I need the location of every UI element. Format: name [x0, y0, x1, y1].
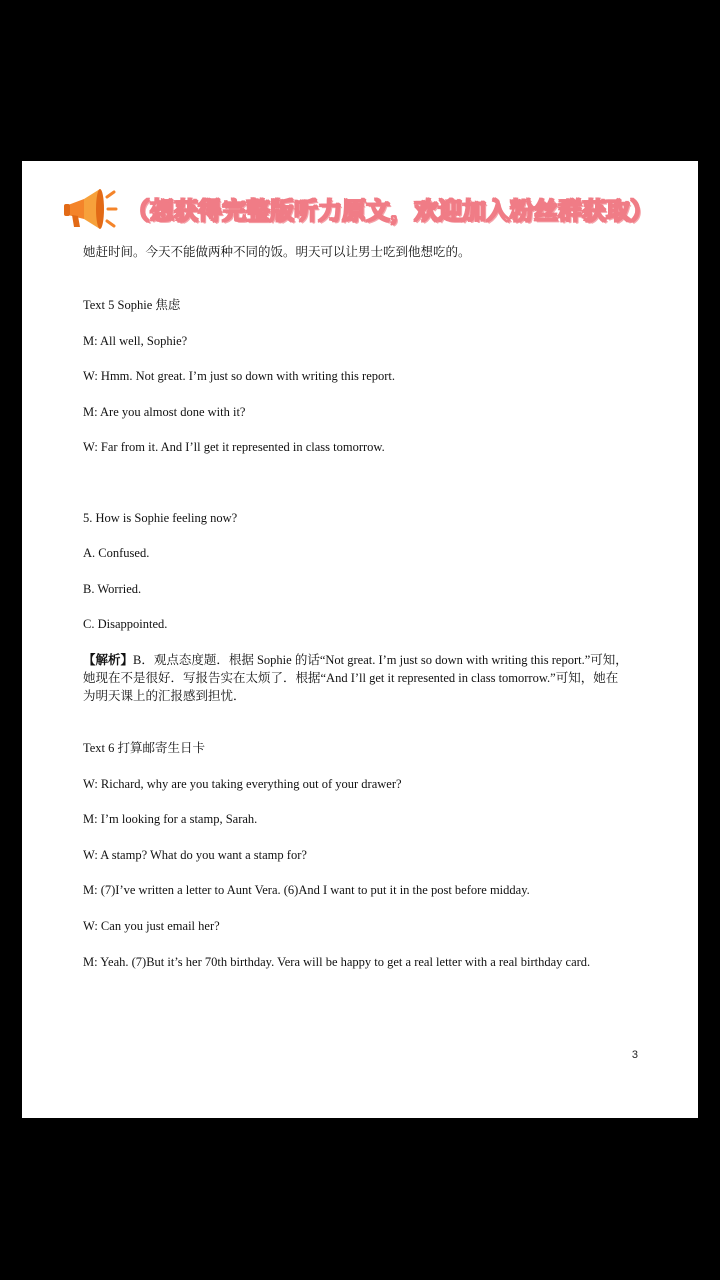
text6-line-4: M: (7)I’ve written a letter to Aunt Vera. (6)And I want to put it in the post before midday. — [83, 883, 530, 897]
text5-line-4: W: Far from it. And I’ll get it represented in class tomorrow. — [83, 440, 385, 454]
analysis-line-3: 为明天课上的汇报感到担忧． — [83, 689, 246, 703]
text6-title: Text 6 打算邮寄生日卡 — [83, 741, 206, 755]
option-b: B. Worried. — [83, 582, 142, 596]
analysis-line-1: 【解析】B．观点态度题．根据 Sophie 的话“Not great. I’m just so down with writing this report.”可知， — [83, 653, 628, 667]
analysis-label: 【解析】 — [83, 653, 134, 667]
text6-line-3: W: A stamp? What do you want a stamp for? — [83, 848, 307, 862]
promo-banner — [60, 183, 690, 239]
text4-translation-end: 她赶时间。今天不能做两种不同的饭。明天可以让男士吃到他想吃的。 — [83, 245, 471, 259]
option-a: A. Confused. — [83, 546, 150, 560]
analysis-paragraph — [83, 651, 643, 705]
text5-line-1: M: All well, Sophie? — [83, 334, 188, 348]
option-c: C. Disappointed. — [83, 617, 168, 631]
text6-line-6: M: Yeah. (7)But it’s her 70th birthday. Vera will be happy to get a real letter with a real birthday card. — [83, 955, 591, 969]
question-5: 5. How is Sophie feeling now? — [83, 511, 238, 525]
text6-line-1: W: Richard, why are you taking everything out of your drawer? — [83, 777, 402, 791]
text6-line-2: M: I’m looking for a stamp, Sarah. — [83, 812, 258, 826]
text5-line-3: M: Are you almost done with it? — [83, 405, 246, 419]
text6-line-5: W: Can you just email her? — [83, 919, 220, 933]
text5-title: Text 5 Sophie 焦虑 — [83, 298, 181, 312]
banner-text: （想获得完整版听力原文，欢迎加入粉丝群获取） — [126, 197, 654, 225]
document-page — [22, 161, 698, 1118]
megaphone-icon — [60, 185, 118, 235]
analysis-line-2: 她现在不是很好．写报告实在太烦了．根据“And I’ll get it represented in class tomorrow.”可知，她在 — [83, 671, 619, 685]
text5-line-2: W: Hmm. Not great. I’m just so down with writing this report. — [83, 369, 395, 383]
page-number: 3 — [631, 1049, 638, 1061]
